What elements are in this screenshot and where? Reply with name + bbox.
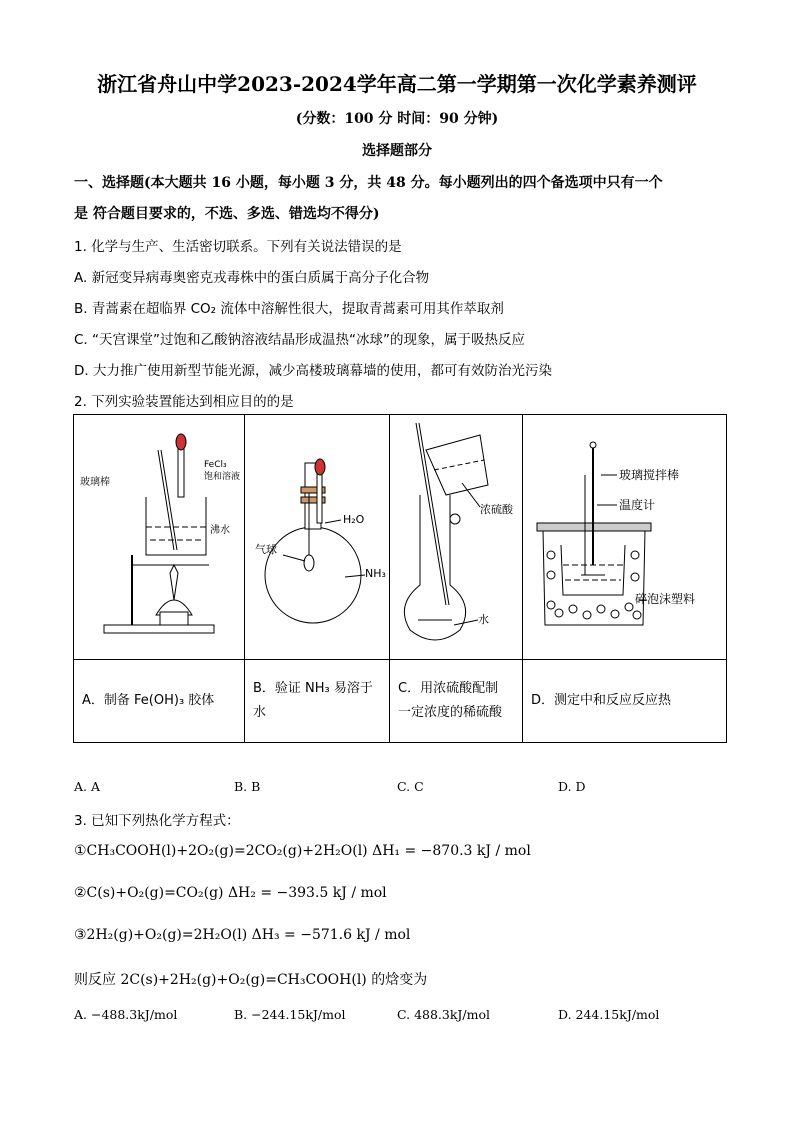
stirrer-label: 玻璃搅拌棒 (619, 468, 680, 482)
figure-b (245, 415, 390, 660)
q3-stem: 3. 已知下列热化学方程式： (74, 813, 240, 829)
balloon-label: 气球 (255, 543, 277, 556)
equation-1: ①CH₃COOH(l)+2O₂(g)=2CO₂(g)+2H₂O(l) ΔH₁ = −870.3 kJ / mol (74, 843, 531, 859)
equation-3: ③2H₂(g)+O₂(g)=2H₂O(l) ΔH₃ = −571.6 kJ / mol (74, 927, 411, 943)
q1-option-d: D. 大力推广使用新型节能光源，减少高楼玻璃幕墙的使用，都可有效防治光污染 (74, 363, 552, 379)
volumetric-flask-figure (390, 415, 522, 655)
nh3-label: NH₃ (365, 567, 386, 580)
caption-a: A．制备 Fe(OH)₃ 胶体 (74, 660, 245, 743)
q2-stem: 2. 下列实验装置能达到相应目的的是 (74, 394, 294, 410)
equation-2: ②C(s)+O₂(g)=CO₂(g) ΔH₂ = −393.5 kJ / mol (74, 885, 387, 901)
q1-stem: 1. 化学与生产、生活密切联系。下列有关说法错误的是 (74, 239, 402, 255)
part-heading-line1: 一、选择题(本大题共 16 小题，每小题 3 分，共 48 分。每小题列出的四个备选项中只有一个 (74, 175, 663, 191)
figure-d (523, 415, 727, 660)
caption-d: D．测定中和反应反应热 (523, 660, 727, 743)
glass-rod-label: 玻璃棒 (80, 477, 110, 488)
apparatus-table (73, 414, 727, 743)
section-title: 选择题部分 (362, 143, 432, 159)
q3-question: 则反应 2C(s)+2H₂(g)+O₂(g)=CH₃COOH(l) 的焓变为 (74, 972, 428, 988)
boiling-water-label: 沸水 (210, 525, 230, 536)
calorimeter-figure (523, 415, 726, 655)
caption-c: C．用浓硫酸配制 一定浓度的稀硫酸 (390, 660, 523, 743)
saturated-solution-label: 饱和溶液 (204, 472, 241, 482)
part-heading-line2: 是 符合题目要求的，不选、多选、错选均不得分) (74, 206, 380, 222)
figure-c (390, 415, 523, 660)
h2o-label: H₂O (343, 513, 365, 526)
q2-choice-a: A. A (74, 779, 101, 794)
page-title: 浙江省舟山中学2023-2024学年高二第一学期第一次化学素养测评 (97, 72, 697, 96)
fecl3-label: FeCl₃ (204, 460, 227, 470)
colloid-apparatus-figure (74, 415, 244, 655)
conc-acid-label: 浓硫酸 (480, 503, 513, 516)
q2-choice-d: D. D (558, 779, 586, 794)
foam-label: 碎泡沫塑料 (635, 592, 696, 606)
thermometer-label: 温度计 (619, 498, 656, 512)
q3-choice-b: B. −244.15kJ/mol (234, 1007, 346, 1022)
fountain-flask-figure (245, 415, 389, 655)
q1-option-a: A. 新冠变异病毒奥密克戎毒株中的蛋白质属于高分子化合物 (74, 270, 430, 286)
q1-option-b: B. 青蒿素在超临界 CO₂ 流体中溶解性很大，提取青蒿素可用其作萃取剂 (74, 301, 504, 317)
q2-choice-c: C. C (397, 779, 424, 794)
water-label: 水 (478, 613, 489, 626)
caption-b: B．验证 NH₃ 易溶于 水 (245, 660, 390, 743)
q3-choice-d: D. 244.15kJ/mol (558, 1007, 660, 1022)
q3-choice-a: A. −488.3kJ/mol (74, 1007, 178, 1022)
q3-choice-c: C. 488.3kJ/mol (397, 1007, 491, 1022)
q1-option-c: C. “天宫课堂”过饱和乙酸钠溶液结晶形成温热“冰球”的现象，属于吸热反应 (74, 332, 525, 348)
exam-info: (分数：100 分 时间：90 分钟) (295, 111, 499, 127)
figure-a (74, 415, 245, 660)
q2-choice-b: B. B (234, 779, 261, 794)
